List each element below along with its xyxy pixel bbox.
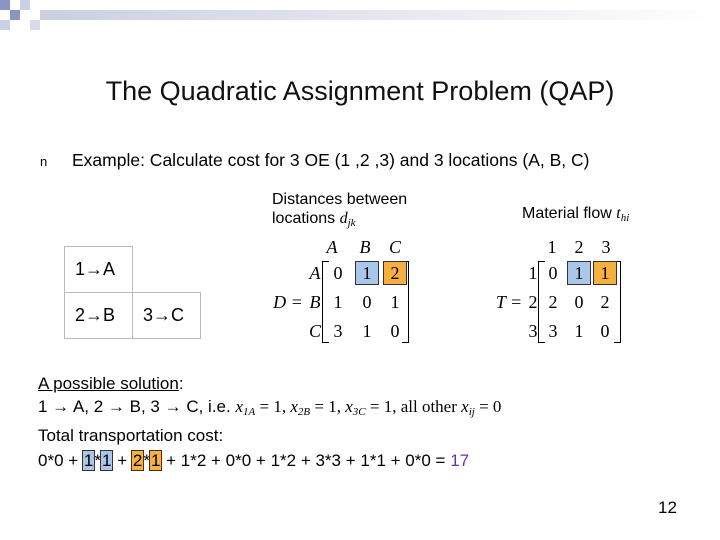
distance-matrix xyxy=(270,236,420,348)
eq-highlight-blue-2: 1 xyxy=(102,451,112,470)
dist-cell: 0 xyxy=(362,292,372,312)
distance-subscript: jk xyxy=(347,217,356,229)
dist-row-header: A xyxy=(309,263,321,283)
assignment-cell-2: 2→B xyxy=(65,293,133,339)
var-x1a-value: = 1, xyxy=(255,397,291,416)
eq-plus: + xyxy=(112,451,132,470)
flow-col-header: 3 xyxy=(601,237,611,257)
page-number: 12 xyxy=(658,498,677,517)
flow-cell-highlight-blue: 1 xyxy=(568,262,590,284)
distance-caption-line1: Distances between xyxy=(272,191,408,208)
eq-highlight-blue-1: 1 xyxy=(83,451,94,470)
var-x2b-sub: 2B xyxy=(297,406,311,418)
var-x1a-sub: 1A xyxy=(243,406,256,418)
var-x3c-value: = 1, all other xyxy=(365,397,462,416)
flow-caption-text: Material flow xyxy=(522,205,617,222)
eq-times: * xyxy=(143,451,150,470)
bullet-marker: n xyxy=(40,154,48,169)
var-x2b: x xyxy=(290,397,298,416)
dist-row-header: B xyxy=(309,292,321,312)
flow-row-header: 2 xyxy=(528,292,538,312)
var-x3c-sub: 3C xyxy=(352,406,366,418)
eq-times: * xyxy=(94,451,101,470)
eq-result: 17 xyxy=(450,451,470,470)
eq-part: 0*0 + xyxy=(38,451,83,470)
flow-col-header: 1 xyxy=(547,237,557,257)
eq-highlight-orange-2: 1 xyxy=(150,451,161,470)
flow-symbol: t xyxy=(616,205,621,222)
dist-cell: 0 xyxy=(333,263,343,283)
dist-row-header: C xyxy=(308,321,321,341)
flow-matrix-label: T = xyxy=(495,292,523,312)
var-xij-sub: ij xyxy=(468,406,475,418)
solution-heading xyxy=(38,374,184,394)
var-x1a: x xyxy=(235,397,244,416)
flow-row-header: 1 xyxy=(528,263,538,283)
flow-matrix xyxy=(494,236,634,348)
dist-matrix-label: D = xyxy=(273,292,303,312)
dist-cell-highlight-blue: 1 xyxy=(356,262,378,284)
flow-col-header: 2 xyxy=(574,237,584,257)
distance-symbol: d xyxy=(339,210,348,227)
dist-col-header: C xyxy=(388,237,401,257)
flow-subscript: hi xyxy=(620,212,630,224)
flow-cell: 1 xyxy=(574,321,584,341)
flow-cell-highlight-orange: 1 xyxy=(594,262,616,284)
solution-heading-text: A possible solution xyxy=(38,374,179,393)
distance-caption-line2: locations xyxy=(272,210,340,227)
eq-part: + 1*2 + 0*0 + 1*2 + 3*3 + 1*1 + 0*0 = xyxy=(161,451,451,470)
distance-caption xyxy=(272,190,407,233)
eq-highlight-orange-1: 2 xyxy=(132,451,143,470)
solution-heading-colon: : xyxy=(178,374,184,393)
solution-assignment-text: 1 → A, 2 → B, 3 → C, i.e. xyxy=(38,397,231,416)
flow-caption xyxy=(522,204,629,228)
dist-cell: 1 xyxy=(390,292,400,312)
assignment-cell-empty xyxy=(133,247,201,293)
var-xij-value: = 0 xyxy=(474,397,502,416)
solution-assignment-line xyxy=(38,397,501,418)
dist-cell-highlight-orange: 2 xyxy=(384,262,406,284)
flow-cell: 2 xyxy=(600,292,610,312)
dist-cell: 0 xyxy=(390,321,400,341)
dist-col-header: B xyxy=(359,237,371,257)
dist-cell: 3 xyxy=(333,321,343,341)
flow-cell: 0 xyxy=(600,321,610,341)
flow-cell: 2 xyxy=(548,292,558,312)
decorative-header-pattern xyxy=(0,0,720,40)
flow-cell: 3 xyxy=(548,321,558,341)
total-cost-equation xyxy=(38,451,469,471)
slide-title: The Quadratic Assignment Problem (QAP) xyxy=(105,76,615,106)
assignment-cell-1: 1→A xyxy=(65,247,133,293)
total-cost-label: Total transportation cost: xyxy=(38,426,224,445)
dist-cell: 1 xyxy=(333,292,343,312)
var-xij: x xyxy=(461,397,469,416)
dist-col-header: A xyxy=(326,237,338,257)
assignment-cell-3: 3→C xyxy=(133,293,201,339)
flow-cell: 0 xyxy=(548,263,558,283)
var-x3c: x xyxy=(345,397,353,416)
var-x2b-value: = 1, xyxy=(310,397,346,416)
assignment-table xyxy=(64,246,201,339)
bullet-text: Example: Calculate cost for 3 OE (1 ,2 ,3) and 3 locations (A, B, C) xyxy=(72,150,590,170)
dist-cell: 1 xyxy=(362,321,372,341)
flow-row-header: 3 xyxy=(528,321,538,341)
flow-cell: 0 xyxy=(574,292,584,312)
